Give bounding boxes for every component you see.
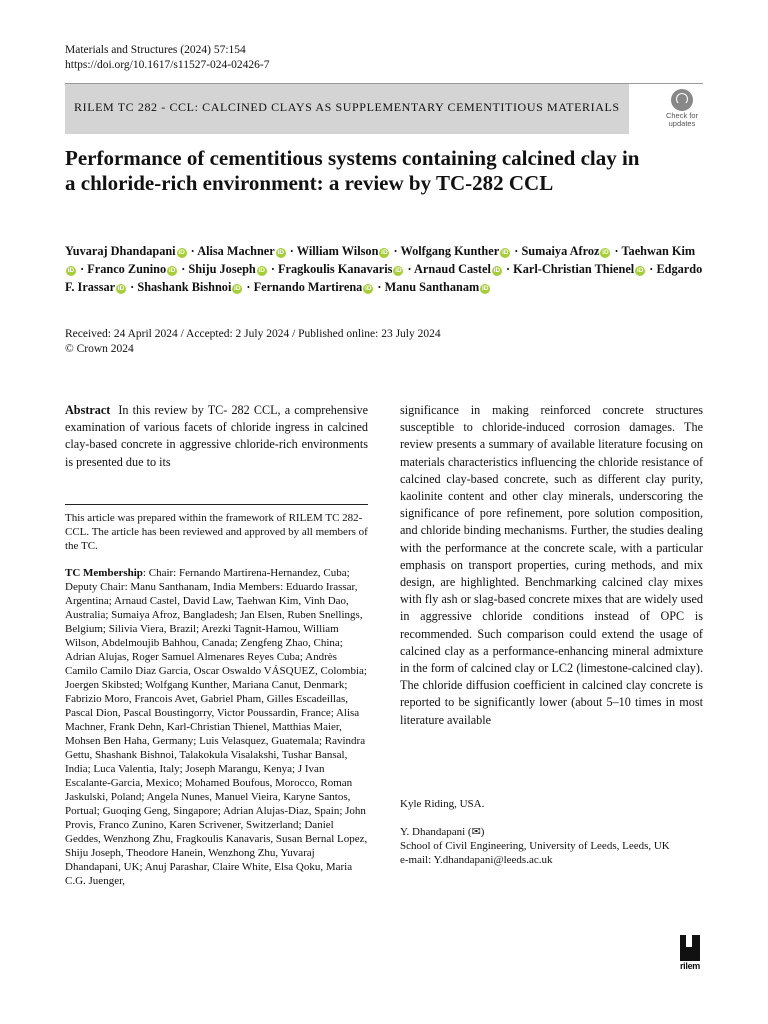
series-banner [65,84,629,134]
rilem-mark-icon [680,935,700,961]
check-updates-icon [671,89,693,111]
abstract-heading: Abstract [65,403,111,417]
author-name: Shashank Bishnoi [137,280,232,294]
author-list: Yuvaraj Dhandapani iD · Alisa Machner iD · William Wilson iD · Wolfgang Kunther iD · Sumaiya Afroz iD · Taehwan KimiD · Franco Zunino iD · Shiju Joseph iD · Fragkoulis Kanavaris iD · Arnaud Castel iD · Karl-Christian Thienel iD · Edgardo F. Irassar iD · Shashank Bishnoi iD · Fernando Martirena iD · Manu Santhanam iD [65,244,703,294]
author-name: Taehwan Kim [621,244,696,258]
rilem-logo [676,935,704,971]
author-name: Arnaud Castel [414,262,491,276]
orcid-icon[interactable]: iD [234,285,241,292]
author-name: Fragkoulis Kanavaris [278,262,393,276]
orcid-icon[interactable]: iD [482,285,489,292]
author-name: Yuvaraj Dhandapani [65,244,176,258]
orcid-icon[interactable]: iD [636,267,644,274]
orcid-icon[interactable]: iD [493,267,501,274]
orcid-icon[interactable]: iD [365,285,372,292]
abstract-text-col1: In this review by TC- 282 CCL, a comprehensive examination of various facets of chloride ingress in calcined clay-based concrete in aggressive chloride-rich environments is presented due to its [65,403,368,469]
orcid-icon[interactable]: iD [381,249,388,256]
author-name: William Wilson [296,244,379,258]
author-name: Alisa Machner [197,244,275,258]
corr-affiliation: School of Civil Engineering, University of Leeds, Leeds, UK [400,840,670,852]
orcid-icon[interactable]: iD [178,249,185,256]
orcid-icon[interactable]: iD [395,267,402,274]
orcid-icon[interactable]: iD [117,285,125,292]
badge-line-2: updates [668,119,696,128]
badge-line-1: Check for [665,111,699,120]
author-name: Edgardo F. Irassar [65,262,703,294]
dates-line: Received: 24 April 2024 / Accepted: 2 July 2024 / Published online: 23 July 2024 [65,328,441,340]
membership-footnote [65,566,368,888]
corresponding-author [400,825,703,867]
author-name: Karl-Christian Thienel [513,262,635,276]
footnote-divider [65,504,368,505]
orcid-icon[interactable]: iD [501,249,509,256]
author-name: Franco Zunino [87,262,167,276]
abstract-column-1 [65,402,368,471]
author-name: Sumaiya Afroz [521,244,600,258]
orcid-icon[interactable]: iD [602,249,609,256]
corr-name: Y. Dhandapani (✉) [400,826,485,838]
author-name: Wolfgang Kunther [400,244,500,258]
copyright-line: © Crown 2024 [65,343,134,355]
corr-email[interactable]: e-mail: Y.dhandapani@leeds.ac.uk [400,854,553,866]
membership-continuation: Kyle Riding, USA. [400,798,485,810]
doi-link[interactable]: https://doi.org/10.1617/s11527-024-02426-7 [65,59,270,71]
author-name: Manu Santhanam [384,280,480,294]
membership-text: : Chair: Fernando Martirena-Hernandez, Cuba; Deputy Chair: Manu Santhanam, India Members: Eduardo Irassar, Argentina; Arnaud Castel, David Law, Taehwan Kim, Vinh Dao, Australia; Sumaiya Afroz, Bangladesh; Jan Elsen, Ruben Snellings, Belgium; Silivia Viera, Brazil; Arezki Tagnit-Hamou, William Wilson, Abdelmoujib Bahhou, Canada; Zengfeng Zhao, China; Adrian Alujas, Roger Samuel Almenares Reyes Cuba; Andrès Camilo Camilo Diaz Garcia, Oscar Oswaldo VÁSQUEZ, Colombia; Joergen Skibsted; Wolfgang Kunther, Mariana Canut, Denmark; Fabrizio Moro, Francois Avet, Gabriel Pham, Gilles Escadeillas, Pascal Dion, Pascal Boustingorry, Victor Poussardin, France; Alisa Machner, Frank Dehn, Karl-Christian Thienel, Matthias Maier, Mohsen Ben Haha, Germany; Luis Velasquez, Guatemala; Ravindra Gettu, Shashank Bishnoi, Talakokula Visalakshi, Tushar Bansal, India; Luca Valentia, Italy; Joseph Marangu, Kenya; J Ivan Escalante-Garcia, Mexico; Mohamed Boufous, Morocco, Roman Jaskulski, Poland; Angela Nunes, Manuel Vieira, Karyne Santos, Portual; Guoqing Geng, Singapore; Adrian Alujas-Diaz, Spain; John Provis, Franco Zunino, Karen Scrivener, Switzerland; Daniel Geddes, Wenzhong Zhu, Fragkoulis Kanavaris, Susan Bernal Lopez, Shiju Joseph, Theodore Hanein, Wenzhong Zhu, Yuvaraj Dhandapani, UK; Anuj Parashar, Claire White, Elsa Qoku, Maria C.G. Juenger, [65,567,368,887]
check-for-updates-badge[interactable] [660,88,704,132]
publication-dates [65,327,441,357]
journal-citation: Materials and Structures (2024) 57:154 [65,44,246,56]
author-name: Shiju Joseph [188,262,256,276]
article-title: Performance of cementitious systems containing calcined clay in a chloride-rich environment: a review by TC-282 CCL [65,146,640,195]
orcid-icon[interactable]: iD [168,267,176,274]
membership-label: TC Membership [65,567,143,579]
orcid-icon[interactable]: iD [67,267,75,274]
author-name: Fernando Martirena [253,280,363,294]
series-banner-text: RILEM TC 282 - CCL: CALCINED CLAYS AS SUPPLEMENTARY CEMENTITIOUS MATERIALS [74,100,620,114]
orcid-icon[interactable]: iD [258,267,265,274]
orcid-icon[interactable]: iD [277,249,284,256]
abstract-column-2: significance in making reinforced concrete structures susceptible to chloride-induced corrosion damages. The review presents a summary of available literature focusing on materials characteristics influencing the chloride resistance of calcined clay-based concrete, such as different clay purity, kaolinite content and other clay minerals, underscoring the significance of pore refinement, pore solution composition, and chloride binding mechanisms. Further, the studies dealing with the performance at the concrete scale, with a particular emphasis on transport properties, curing methods, and mix design, are highlighted. Benchmarking calcined clay mixes with fly ash or slag-based concrete mixes that are widely used in aggressive chloride conditions instead of OPC is recommended. Such comparison could extend the usage of calcined clay as a performance-enhancing mineral admixture in the form of calcined clay or LC2 (limestone-calcined clay). The chloride diffusion coefficient in calcined clay concrete is reported to be significantly lower (about 5–10 times in most literature available [400,403,703,727]
framework-footnote: This article was prepared within the framework of RILEM TC 282-CCL. The article has been reviewed and approved by all members of the TC. [65,512,368,552]
journal-header [65,43,269,73]
rilem-wordmark: rilem [679,961,700,971]
